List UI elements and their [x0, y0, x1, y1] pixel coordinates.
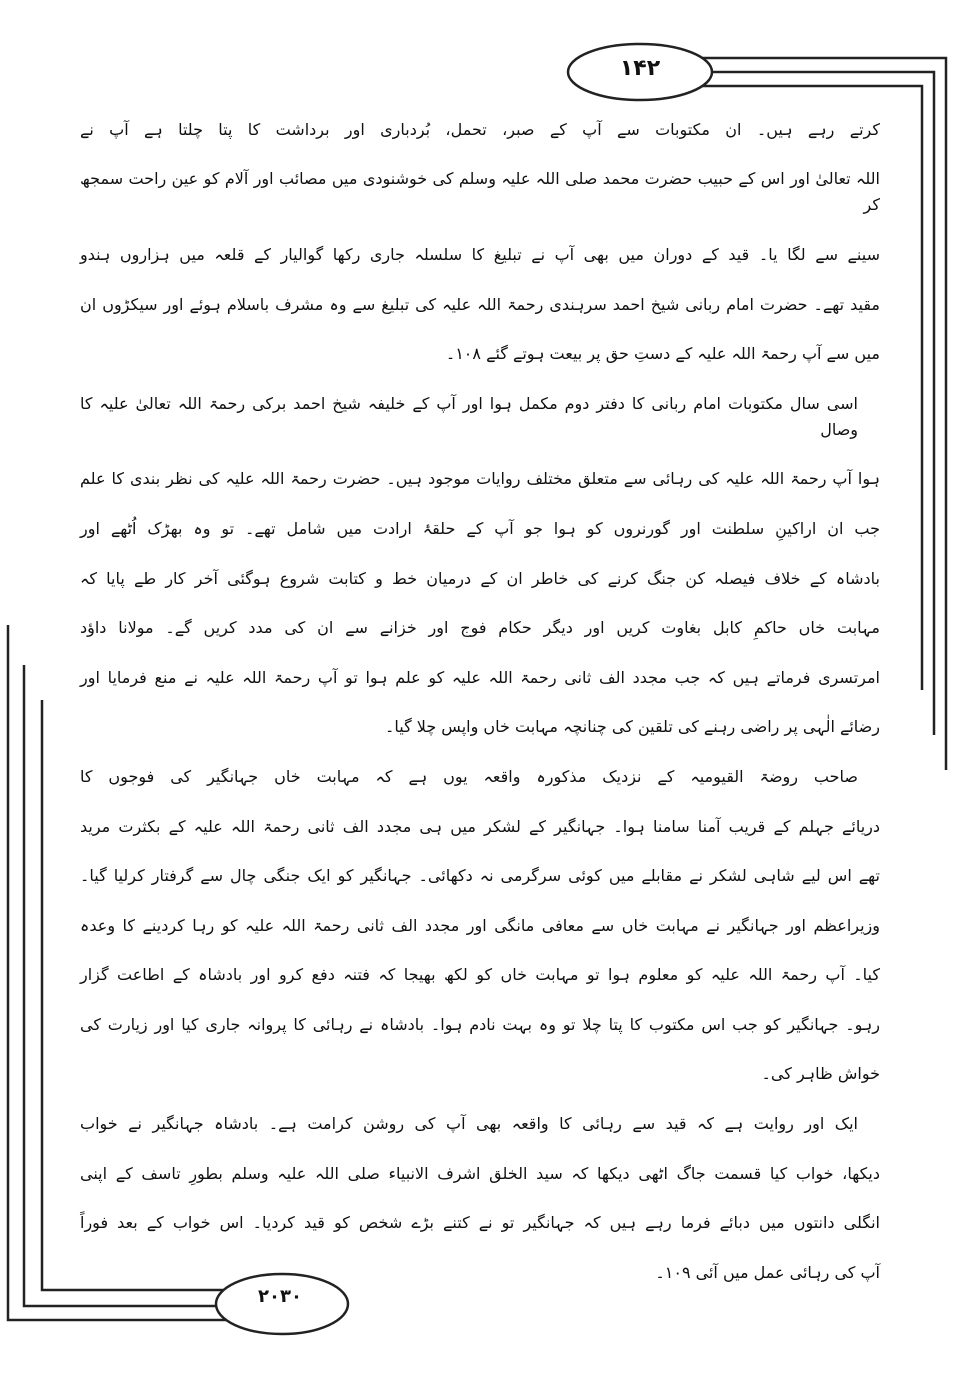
serial-number: ۲۰۳۰: [258, 1286, 302, 1307]
text-line: مہابت خاں حاکمِ کابل بغاوت کریں اور دیگر حکام فوج اور خزانے سے ان کی مدد کریں گے۔ مولانا داؤد: [80, 618, 880, 638]
text-line: جب ان اراکینِ سلطنت اور گورنروں کو ہوا جو آپ کے حلقۂ ارادت میں شامل تھے۔ تو وہ بھڑک اُٹھے اور: [80, 518, 880, 538]
text-line: انگلی دانتوں میں دبائے فرما رہے ہیں کہ جہانگیر تو نے کتنے بڑے شخص کو قید کردیا۔ اس خواب کے بعد فوراً: [80, 1213, 880, 1233]
text-line: اللہ تعالیٰ اور اس کے حبیب حضرت محمد صلی اللہ علیہ وسلم کی خوشنودی میں مصائب اور آلام کو عین راحت سمجھ کر: [80, 169, 880, 215]
page-number: ۱۴۲: [619, 56, 661, 81]
text-line: وزیراعظم اور جہانگیر نے مہابت خاں سے معافی مانگی اور مجدد الف ثانی رحمۃ اللہ علیہ کو رہا کردینے کا وعدہ: [80, 915, 880, 935]
text-line: کیا۔ آپ رحمۃ اللہ علیہ کو معلوم ہوا تو مہابت خاں کو لکھ بھیجا کہ فتنہ دفع کرو اور بادشاہ کے اطاعت گزار: [80, 965, 880, 985]
text-line: اسی سال مکتوبات امام ربانی کا دفتر دوم مکمل ہوا اور آپ کے خلیفہ شیخ احمد برکی رحمۃ اللہ تعالیٰ علیہ کا وصال: [80, 393, 858, 439]
text-line: رہو۔ جہانگیر کو جب اس مکتوب کا پتا چلا تو وہ بہت نادم ہوا۔ بادشاہ نے رہائی کا پروانہ جاری کیا اور زیارت کی: [80, 1014, 880, 1034]
text-line: بادشاہ کے خلاف فیصلہ کن جنگ کرنے کی خاطر ان کے درمیان خط و کتابت شروع ہوگئی آخر کار طے پایا کہ: [80, 568, 880, 588]
text-line: رضائے الٰہی پر راضی رہنے کی تلقین کی چنانچہ مہابت خاں واپس چلا گیا۔: [384, 717, 880, 737]
text-line: میں سے آپ رحمۃ اللہ علیہ کے دستِ حق پر بیعت ہوتے گئے ۱۰۸۔: [445, 344, 880, 364]
text-line: ایک اور روایت ہے کہ قید سے رہائی کا واقعہ بھی آپ کی روشن کرامت ہے۔ بادشاہ جہانگیر نے خواب: [80, 1114, 858, 1134]
text-line: تھے اس لیے شاہی لشکر نے مقابلے میں کوئی سرگرمی نہ دکھائی۔ جہانگیر کو ایک جنگی چال سے گرفتار کرلیا گیا۔: [80, 866, 880, 886]
text-line: کرتے رہے ہیں۔ ان مکتوبات سے آپ کے صبر، تحمل، بُردباری اور برداشت کا پتا چلتا ہے آپ نے: [80, 119, 880, 139]
text-line: ہوا آپ رحمۃ اللہ علیہ کی رہائی سے متعلق مختلف روایات موجود ہیں۔ حضرت رحمۃ اللہ علیہ کی نظر بندی کا علم: [80, 469, 880, 489]
text-line: دیکھا، خواب کیا قسمت جاگ اٹھی دیکھا کہ سید الخلق اشرف الانبیاء صلی اللہ علیہ وسلم بطورِ تاسف کے اپنی: [80, 1163, 880, 1183]
text-line: امرتسری فرماتے ہیں کہ جب مجدد الف ثانی رحمۃ اللہ علیہ کو علم ہوا تو آپ رحمۃ اللہ علیہ نے منع فرمایا اور: [80, 667, 880, 687]
text-line: صاحب روضۃ القیومیہ کے نزدیک مذکورہ واقعہ یوں ہے کہ مہابت خاں جہانگیر کی فوجوں کا: [80, 766, 858, 786]
text-line: خواش ظاہر کی۔: [761, 1064, 880, 1084]
text-line: دریائے جہلم کے قریب آمنا سامنا ہوا۔ جہانگیر کے لشکر میں ہی مجدد الف ثانی رحمۃ اللہ علیہ کے بکثرت مرید: [80, 816, 880, 836]
page-body-text: [80, 105, 880, 1298]
text-line: آپ کی رہائی عمل میں آئی ۱۰۹۔: [655, 1262, 880, 1282]
text-line: مقید تھے۔ حضرت امام ربانی شیخ احمد سرہندی رحمۃ اللہ علیہ کی تبلیغ سے وہ مشرف باسلام ہوئے اور سیکڑوں ان: [80, 294, 880, 314]
text-line: سینے سے لگا یا۔ قید کے دوران میں بھی آپ نے تبلیغ کا سلسلہ جاری رکھا گوالیار کے قلعہ میں ہزاروں ہندو: [80, 244, 880, 264]
